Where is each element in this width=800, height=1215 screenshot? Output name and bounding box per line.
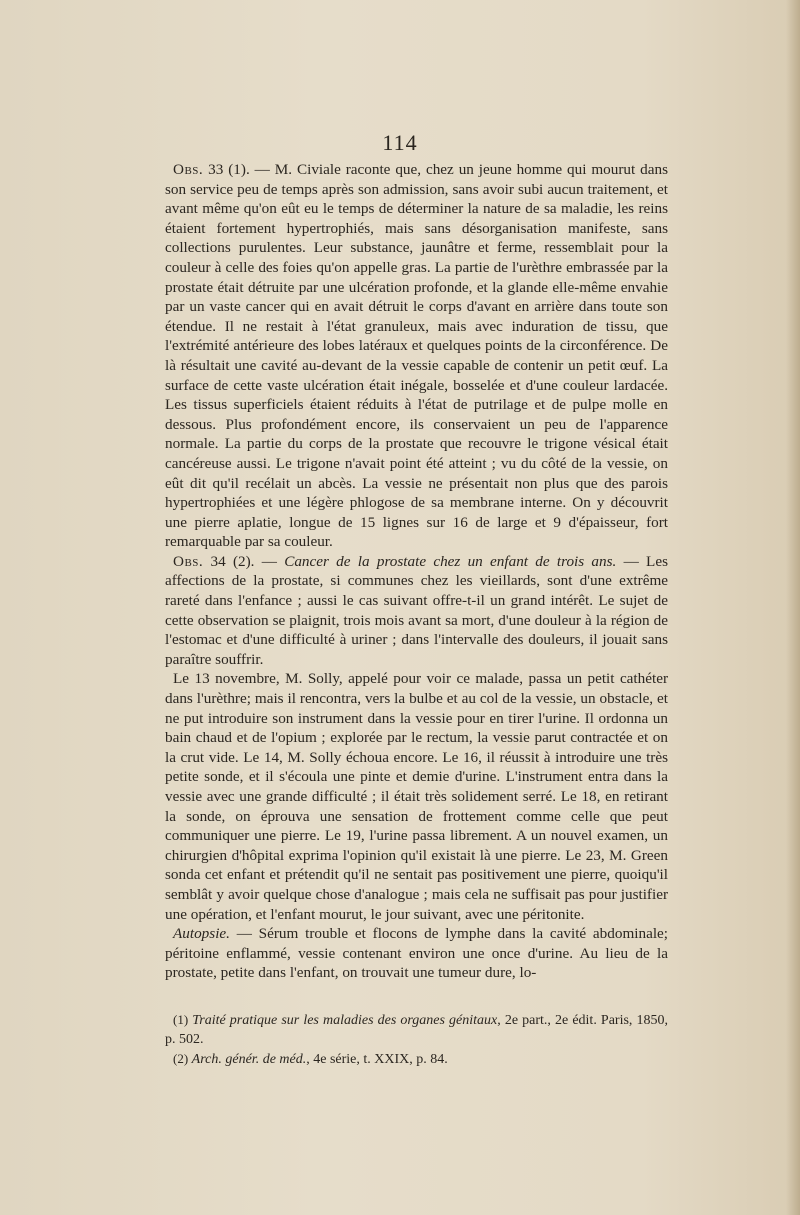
obs-title: Cancer de la prostate chez un enfant de trois ans. — [284, 552, 617, 570]
obs-label: Obs. — [173, 552, 204, 570]
footnote-title: Arch. génér. de méd. — [191, 1052, 307, 1067]
paragraph-case-history: Le 13 novembre, M. Solly, appelé pour voir ce malade, passa un petit cathéter dans l'urèthre; mais il rencontra, vers la bulbe et au col de la vessie, un obstacle, et ne put introduire son instrument dans la vessie pour en tirer l'urine. Il ordonna un bain chaud et de l'opium ; explorée par le rectum, la vessie parut contractée et on la crut vide. Le 14, M. Solly échoua encore. Le 16, il réussit à introduire une très petite sonde, et il s'écoula une pinte et demie d'urine. L'instrument entra dans la vessie avec une grande difficulté ; il était très solidement serré. Le 18, en retirant la sonde, on éprouva une sensation de frottement comme celle que peut communiquer une pierre. Le 19, l'urine passa librement. A un nouvel examen, un chirurgien d'hôpital exprima l'opinion qu'il existait là une pierre. Le 23, M. Green sonda cet enfant et prétendit qu'il ne sentait pas positivement une pierre, quoiqu'il semblât y avoir quelque chose d'analogue ; mais cela ne suffisait pas pour justifier une opération, et l'enfant mourut, le jour suivant, avec une péritonite. — [165, 670, 668, 923]
paragraph-text: 33 (1). — M. Civiale raconte que, chez un jeune homme qui mourut dans son service peu de temps après son admission, sans avoir subi aucun traitement, et avant même qu'on eût eu le temps de déterminer la nature de sa maladie, les reins étaient fortement hypertrophiés, mais sans désorganisation manifeste, sans collections purulentes. Leur substance, jaunâtre et ferme, ressemblait pour la couleur à celle des foies qu'on appelle gras. La partie de l'urèthre embrassée par la prostate était détruite par une ulcération profonde, et la glande elle-même envahie par un vaste cancer qui en avait détruit le corps d'avant en arrière dans toute son étendue. Il ne restait à l'état granuleux, mais avec induration de tissu, que l'extrémité antérieure des lobes latéraux et quelques points de la circonférence. De là résultait une cavité au-devant de la vessie capable de contenir un petit œuf. La surface de cette vaste ulcération était inégale, bosselée et d'une couleur lardacée. Les tissus superficiels étaient réduits à l'état de putrilage et de pulpe molle en dessous. Plus profondément encore, ils conservaient un peu de l'apparence normale. La partie du corps de la prostate que recouvre le trigone vésical était cancéreuse aussi. Le trigone n'avait point été atteint ; vu du côté de la vessie, on eût dit qu'il recélait un abcès. La vessie ne présentait non plus que des parois hypertrophiées et une légère phlogose de sa membrane interne. On y découvrit une pierre aplatie, longue de 15 lignes sur 16 de large et 9 d'épaisseur, fort remarquable par sa couleur. — [165, 161, 668, 551]
footnote-title: Traité pratique sur les maladies des organes génitaux — [192, 1013, 498, 1028]
footnote-1 — [165, 1010, 668, 1049]
page-number: 114 — [382, 130, 418, 155]
footnote-mark: (1) — [173, 1012, 189, 1027]
footnote-2 — [165, 1049, 668, 1069]
page-edge-shadow — [786, 0, 800, 1215]
paragraph-autopsy — [165, 924, 668, 983]
obs-label: Obs. — [173, 161, 204, 178]
body-text — [165, 160, 668, 983]
paragraph-text: — Les affections de la prostate, si communes chez les vieillards, sont d'une extrême rareté dans l'enfance ; aussi le cas suivant offre-t-il un grand intérêt. Le sujet de cette observation se plaignit, trois mois avant sa mort, d'une douleur à la région de l'estomac et d'une difficulté à uriner ; dans l'intervalle des douleurs, il jouait sans paraître souffrir. — [165, 552, 668, 668]
paragraph-obs-34 — [165, 552, 668, 670]
autopsy-label: Autopsie. — [173, 925, 230, 943]
footnote-text: , 4e série, t. XXIX, p. 84. — [306, 1052, 448, 1067]
paragraph-obs-33 — [165, 160, 668, 552]
paragraph-text: — Sérum trouble et flocons de lymphe dans la cavité abdominale; péritoine enflammé, vessie contenant environ une once d'urine. Au lieu de la prostate, petite dans l'enfant, on trouvait une tumeur dure, lo- — [165, 925, 668, 982]
footnote-text: , 2e part., 2e édit. Paris, 1850, p. 502. — [165, 1013, 669, 1047]
footnote-mark: (2) — [173, 1051, 189, 1066]
footnotes — [165, 1010, 668, 1069]
obs-number: 34 (2). — — [203, 552, 285, 570]
